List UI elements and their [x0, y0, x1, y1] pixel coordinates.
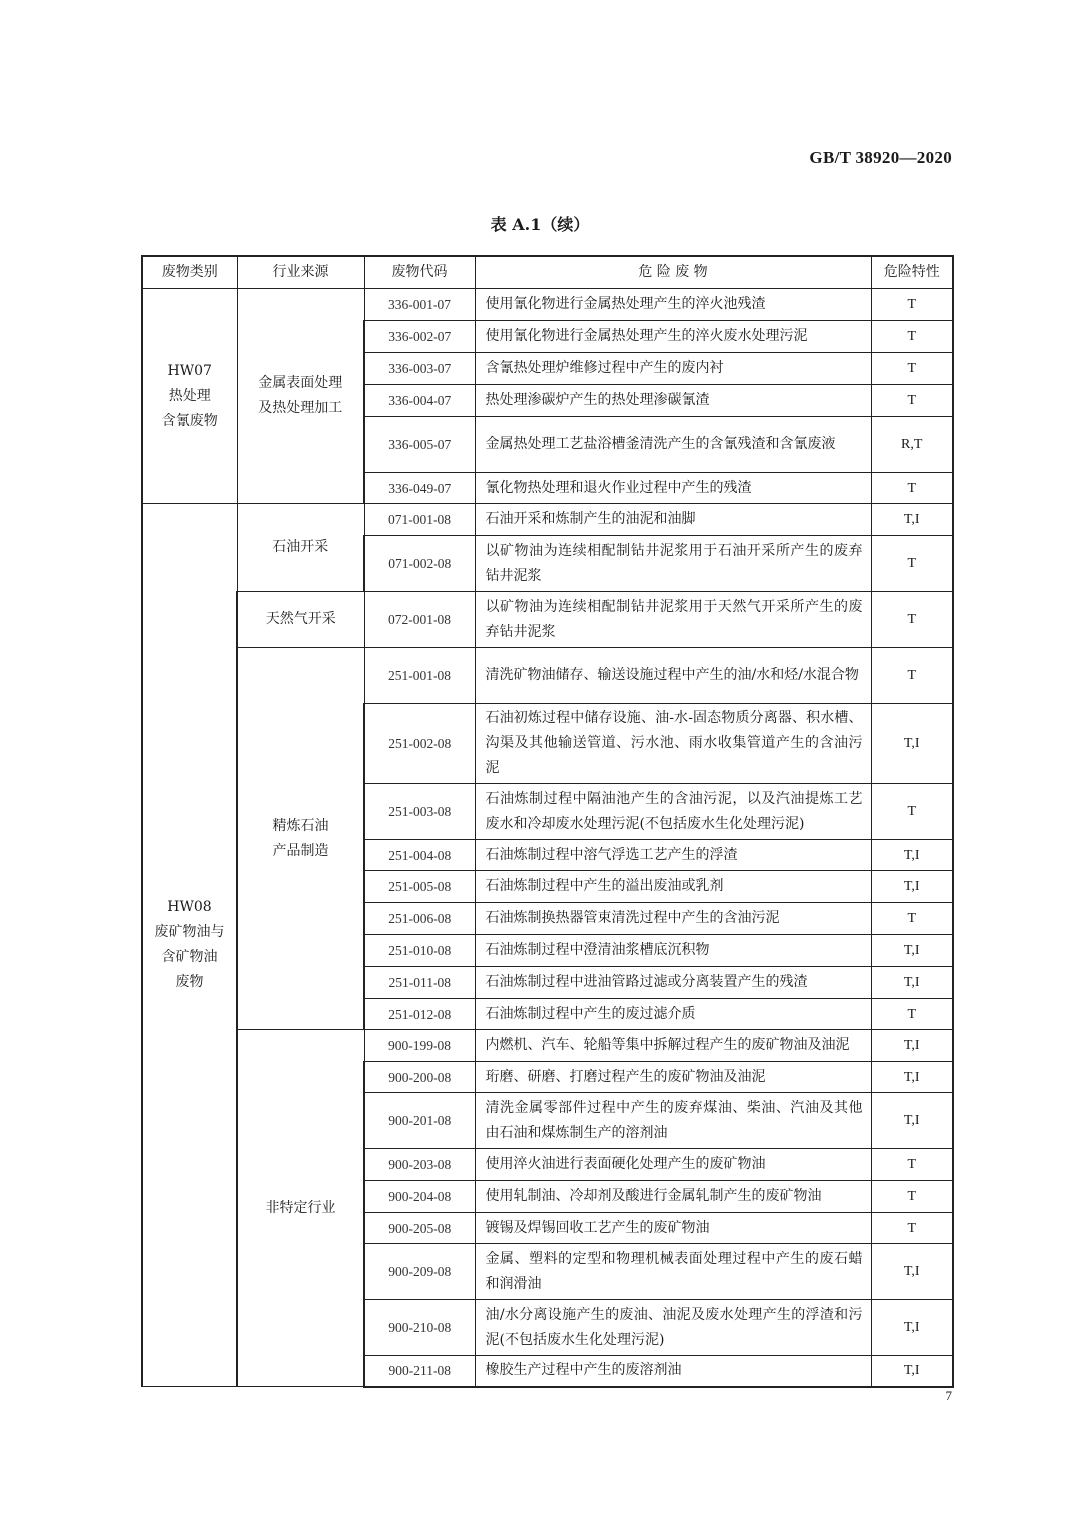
waste-code-cell: 900-203-08: [364, 1149, 475, 1181]
waste-code-cell: 336-004-07: [364, 385, 475, 417]
industry-source-cell: 金属表面处理 及热处理加工: [237, 289, 364, 504]
table-row: [142, 504, 953, 536]
hazard-property-cell: T: [871, 289, 953, 321]
waste-code-cell: 251-011-08: [364, 967, 475, 999]
waste-code-cell: 251-003-08: [364, 784, 475, 840]
hazard-property-cell: T: [871, 385, 953, 417]
waste-description-cell: 石油炼制过程中澄清油浆槽底沉积物: [475, 935, 871, 967]
waste-description-cell: 以矿物油为连续相配制钻井泥浆用于天然气开采所产生的废弃钻井泥浆: [475, 592, 871, 648]
industry-source-cell: 石油开采: [237, 504, 364, 592]
waste-description-cell: 内燃机、汽车、轮船等集中拆解过程产生的废矿物油及油泥: [475, 1030, 871, 1062]
table-header-row: [142, 256, 953, 289]
table-body: [142, 289, 953, 1387]
waste-description-cell: 使用淬火油进行表面硬化处理产生的废矿物油: [475, 1149, 871, 1181]
hazard-property-cell: T: [871, 648, 953, 704]
table-title: 表 A.1（续）: [490, 215, 590, 234]
col-header-waste: 危 险 废 物: [475, 256, 871, 289]
waste-code-cell: 900-211-08: [364, 1356, 475, 1387]
hazard-property-cell: T: [871, 903, 953, 935]
hazard-property-cell: T: [871, 536, 953, 592]
hazard-property-cell: T: [871, 321, 953, 353]
waste-description-cell: 氰化物热处理和退火作业过程中产生的残渣: [475, 473, 871, 504]
hazard-property-cell: T: [871, 592, 953, 648]
page-number: 7: [945, 1388, 952, 1403]
waste-description-cell: 使用氰化物进行金属热处理产生的淬火废水处理污泥: [475, 321, 871, 353]
hazard-property-cell: T: [871, 473, 953, 504]
hazard-property-cell: T: [871, 999, 953, 1030]
waste-code-cell: 072-001-08: [364, 592, 475, 648]
table-row: [142, 592, 953, 648]
waste-code-cell: 900-209-08: [364, 1244, 475, 1300]
waste-code-cell: 251-012-08: [364, 999, 475, 1030]
hazard-property-cell: T,I: [871, 704, 953, 784]
hazard-property-cell: T: [871, 784, 953, 840]
waste-code-cell: 251-005-08: [364, 871, 475, 903]
table-row: [142, 648, 953, 704]
waste-description-cell: 石油初炼过程中储存设施、油-水-固态物质分离器、积水槽、沟渠及其他输送管道、污水池、雨水收集管道产生的含油污泥: [475, 704, 871, 784]
table-row: [142, 1030, 953, 1062]
waste-description-cell: 以矿物油为连续相配制钻井泥浆用于石油开采所产生的废弃钻井泥浆: [475, 536, 871, 592]
waste-code-cell: 071-001-08: [364, 504, 475, 536]
waste-code-cell: 251-002-08: [364, 704, 475, 784]
waste-description-cell: 镀锡及焊锡回收工艺产生的废矿物油: [475, 1213, 871, 1244]
waste-description-cell: 橡胶生产过程中产生的废溶剂油: [475, 1356, 871, 1387]
hazardous-waste-table: [141, 255, 954, 1388]
hazard-property-cell: T: [871, 1181, 953, 1213]
waste-code-cell: 251-006-08: [364, 903, 475, 935]
waste-code-cell: 900-199-08: [364, 1030, 475, 1062]
waste-code-cell: 071-002-08: [364, 536, 475, 592]
waste-code-cell: 336-005-07: [364, 417, 475, 473]
hazard-property-cell: T: [871, 1213, 953, 1244]
waste-description-cell: 石油炼制过程中隔油池产生的含油污泥，以及汽油提炼工艺废水和冷却废水处理污泥(不包括废水生化处理污泥): [475, 784, 871, 840]
col-header-source: 行业来源: [237, 256, 364, 289]
col-header-category: 废物类别: [142, 256, 237, 289]
col-header-code: 废物代码: [364, 256, 475, 289]
waste-category-cell: HW07 热处理 含氰废物: [142, 289, 237, 504]
hazard-property-cell: T,I: [871, 1300, 953, 1356]
industry-source-cell: 精炼石油 产品制造: [237, 648, 364, 1030]
hazard-property-cell: T: [871, 353, 953, 385]
waste-code-cell: 251-004-08: [364, 840, 475, 871]
table-row: [142, 289, 953, 321]
waste-description-cell: 使用轧制油、冷却剂及酸进行金属轧制产生的废矿物油: [475, 1181, 871, 1213]
waste-description-cell: 珩磨、研磨、打磨过程产生的废矿物油及油泥: [475, 1062, 871, 1093]
waste-code-cell: 900-204-08: [364, 1181, 475, 1213]
hazard-property-cell: T,I: [871, 935, 953, 967]
waste-description-cell: 石油炼制过程中产生的溢出废油或乳剂: [475, 871, 871, 903]
hazard-property-cell: T,I: [871, 1030, 953, 1062]
waste-description-cell: 含氰热处理炉维修过程中产生的废内衬: [475, 353, 871, 385]
waste-code-cell: 336-049-07: [364, 473, 475, 504]
waste-code-cell: 900-205-08: [364, 1213, 475, 1244]
waste-description-cell: 石油炼制换热器管束清洗过程中产生的含油污泥: [475, 903, 871, 935]
waste-code-cell: 251-001-08: [364, 648, 475, 704]
hazard-property-cell: T,I: [871, 504, 953, 536]
waste-description-cell: 石油开采和炼制产生的油泥和油脚: [475, 504, 871, 536]
waste-code-cell: 336-002-07: [364, 321, 475, 353]
waste-description-cell: 油/水分离设施产生的废油、油泥及废水处理产生的浮渣和污泥(不包括废水生化处理污泥): [475, 1300, 871, 1356]
hazard-property-cell: R,T: [871, 417, 953, 473]
waste-description-cell: 使用氰化物进行金属热处理产生的淬火池残渣: [475, 289, 871, 321]
hazard-property-cell: T,I: [871, 1062, 953, 1093]
waste-code-cell: 900-200-08: [364, 1062, 475, 1093]
hazard-property-cell: T,I: [871, 1356, 953, 1387]
hazard-property-cell: T,I: [871, 1093, 953, 1149]
waste-description-cell: 清洗矿物油储存、输送设施过程中产生的油/水和烃/水混合物: [475, 648, 871, 704]
hazard-property-cell: T,I: [871, 840, 953, 871]
standard-code: GB/T 38920—2020: [809, 148, 952, 167]
hazard-property-cell: T: [871, 1149, 953, 1181]
waste-code-cell: 900-201-08: [364, 1093, 475, 1149]
waste-code-cell: 900-210-08: [364, 1300, 475, 1356]
col-header-hazard: 危险特性: [871, 256, 953, 289]
waste-code-cell: 336-003-07: [364, 353, 475, 385]
hazard-property-cell: T,I: [871, 871, 953, 903]
waste-description-cell: 金属、塑料的定型和物理机械表面处理过程中产生的废石蜡和润滑油: [475, 1244, 871, 1300]
waste-description-cell: 石油炼制过程中产生的废过滤介质: [475, 999, 871, 1030]
waste-description-cell: 石油炼制过程中溶气浮选工艺产生的浮渣: [475, 840, 871, 871]
industry-source-cell: 非特定行业: [237, 1030, 364, 1387]
waste-description-cell: 石油炼制过程中进油管路过滤或分离装置产生的残渣: [475, 967, 871, 999]
waste-code-cell: 251-010-08: [364, 935, 475, 967]
industry-source-cell: 天然气开采: [237, 592, 364, 648]
waste-category-cell: HW08 废矿物油与 含矿物油 废物: [142, 504, 237, 1387]
waste-description-cell: 热处理渗碳炉产生的热处理渗碳氰渣: [475, 385, 871, 417]
waste-description-cell: 清洗金属零部件过程中产生的废弃煤油、柴油、汽油及其他由石油和煤炼制生产的溶剂油: [475, 1093, 871, 1149]
hazard-property-cell: T,I: [871, 967, 953, 999]
hazard-property-cell: T,I: [871, 1244, 953, 1300]
waste-code-cell: 336-001-07: [364, 289, 475, 321]
waste-description-cell: 金属热处理工艺盐浴槽釜清洗产生的含氰残渣和含氰废液: [475, 417, 871, 473]
